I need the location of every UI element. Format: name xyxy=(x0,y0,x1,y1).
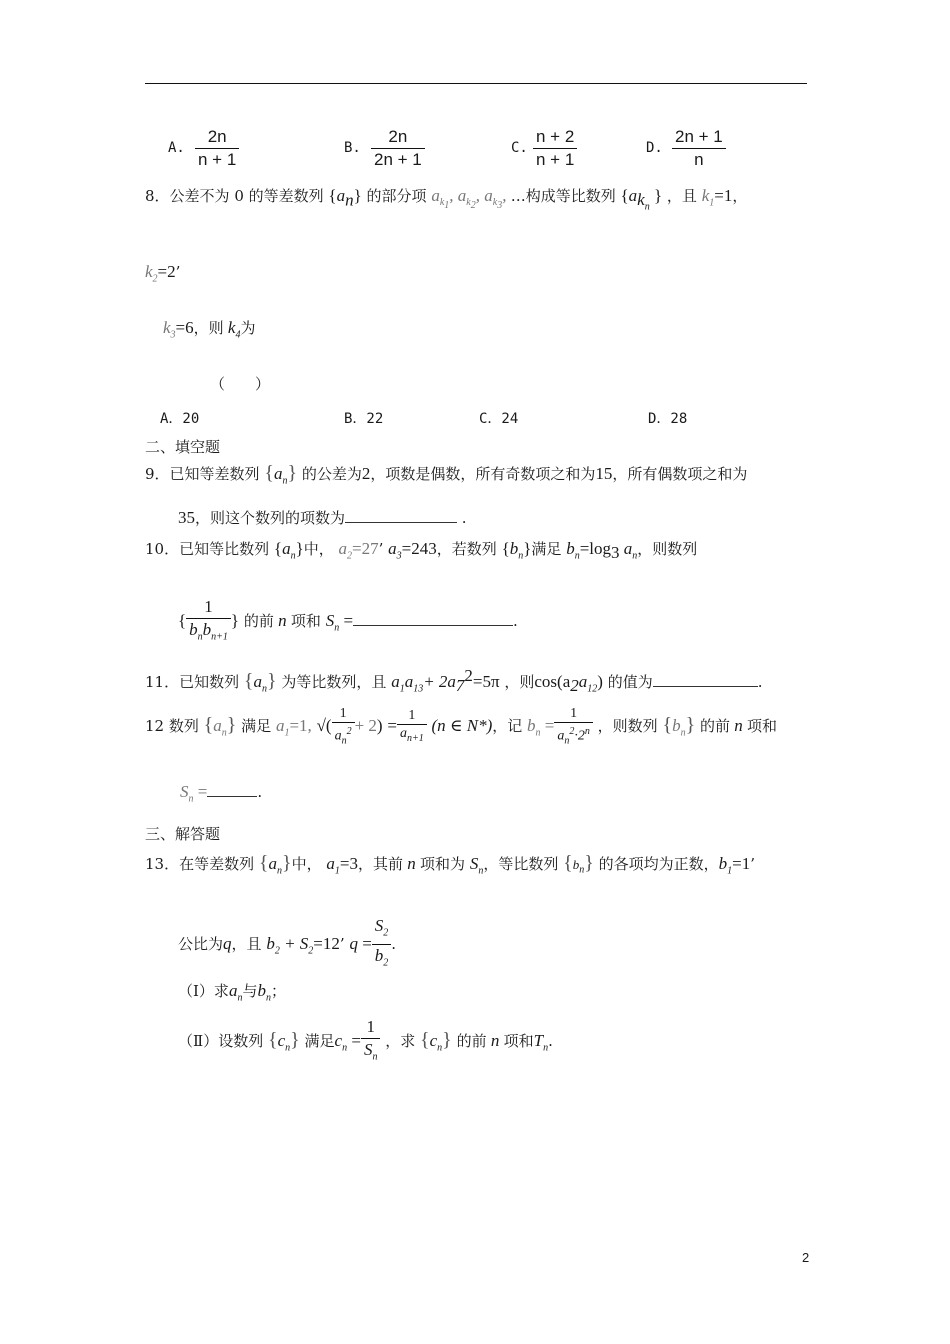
q13-part1: （Ⅰ）求$a_n$与$b_n$； xyxy=(178,981,286,1004)
section-answer-heading: 三、解答题 xyxy=(145,825,221,843)
q7-option-d-label: D. xyxy=(646,140,663,156)
q7-option-a-label: A. xyxy=(168,140,185,156)
q13-line1: 13．在等差数列 $\{a_n\}$中， $a_1=3$，其前 n 项和为 $S_n$，等比数列 $\{b_n\}$ 的各项均为正数，$b_1=1$’ xyxy=(145,852,755,877)
q7-option-a-fraction: $\frac{2n}{n + 1}$ xyxy=(195,126,239,171)
q8-answer-paren: （ ） xyxy=(210,375,271,393)
q7-option-c-fraction: $\frac{n + 2}{n + 1}$ xyxy=(533,126,577,171)
q13-line2: 公比为q，且 $b_2 + S_2=12$’ q = $\frac{S_2}{b_2}$ . xyxy=(178,916,397,969)
q7-option-b-fraction: $\frac{2n}{2n + 1}$ xyxy=(371,126,425,171)
q8-option-d: D．28 xyxy=(648,411,688,427)
q10-line1: 10．已知等比数列 $\{a_n\}$中， $a_2=27$’ $a_3=243$，若数列 $\{b_n\}$满足 $b_n=\log_3$ $a_n$，则数列 xyxy=(145,539,698,562)
q11-line: 11．已知数列 $\{a_n\}$ 为等比数列，且 $a_1a_{13}+ 2a_7^2=5\pi$ ，则$\cos(a_2a_{12})$ 的值为 . xyxy=(145,666,763,695)
q12-line2: $S_n$ = . xyxy=(180,782,263,805)
q10-line2: { $\frac{1}{b_nb_{n+1}}$ } 的前 n 项和 $S_n$ = . xyxy=(178,597,518,643)
q8-option-a: A．20 xyxy=(160,411,200,427)
q7-option-b-label: B. xyxy=(344,140,361,156)
q8-option-b: B．22 xyxy=(344,411,384,427)
q7-option-c-label: C. xyxy=(511,140,528,156)
q13-part2: （Ⅱ）设数列 $\{c_n\}$ 满足$c_n$ = $\frac{1}{S_n}$ ，求 $\{c_n\}$ 的前 n 项和$T_n$. xyxy=(178,1017,553,1063)
q12-line1: 12 数列 $\{a_n\}$ 满足 $a_1=1$, √( $\frac{1}{a_n^2}$ + 2) = $\frac{1}{a_{n+1}}$ (n ∈ N*)，记 $b_n$ = $\frac{1}{a_n^2\cdot 2^n}$ ，则数列 $\{b_n\}$ 的前 n 项和 xyxy=(145,706,777,747)
page-number: 2 xyxy=(802,1250,810,1265)
q9-line1: 9．已知等差数列 $\{a_n\}$ 的公差为2，项数是偶数，所有奇数项之和为15，所有偶数项之和为 xyxy=(145,462,748,487)
q8-line3: $k_3=6$，则 $k_4$为 xyxy=(163,318,256,341)
section-fill-in-heading: 二、填空题 xyxy=(145,438,221,456)
q9-line2: 35，则这个数列的项数为 . xyxy=(178,508,467,527)
q8-line1: 8．公差不为 0 的等差数列 $\{a_n\}$ 的部分项 $a_{k_1}$, $a_{k_2}$, $a_{k_3}$, …构成等比数列 {$a_{k_n}$ } ，且 $k_1=1$， xyxy=(145,186,748,213)
header-rule xyxy=(145,83,807,84)
q8-line2: $k_2=2$’ xyxy=(145,262,181,285)
q8-option-c: C．24 xyxy=(479,411,519,427)
q7-option-d-fraction: $\frac{2n + 1}{n}$ xyxy=(672,126,726,171)
